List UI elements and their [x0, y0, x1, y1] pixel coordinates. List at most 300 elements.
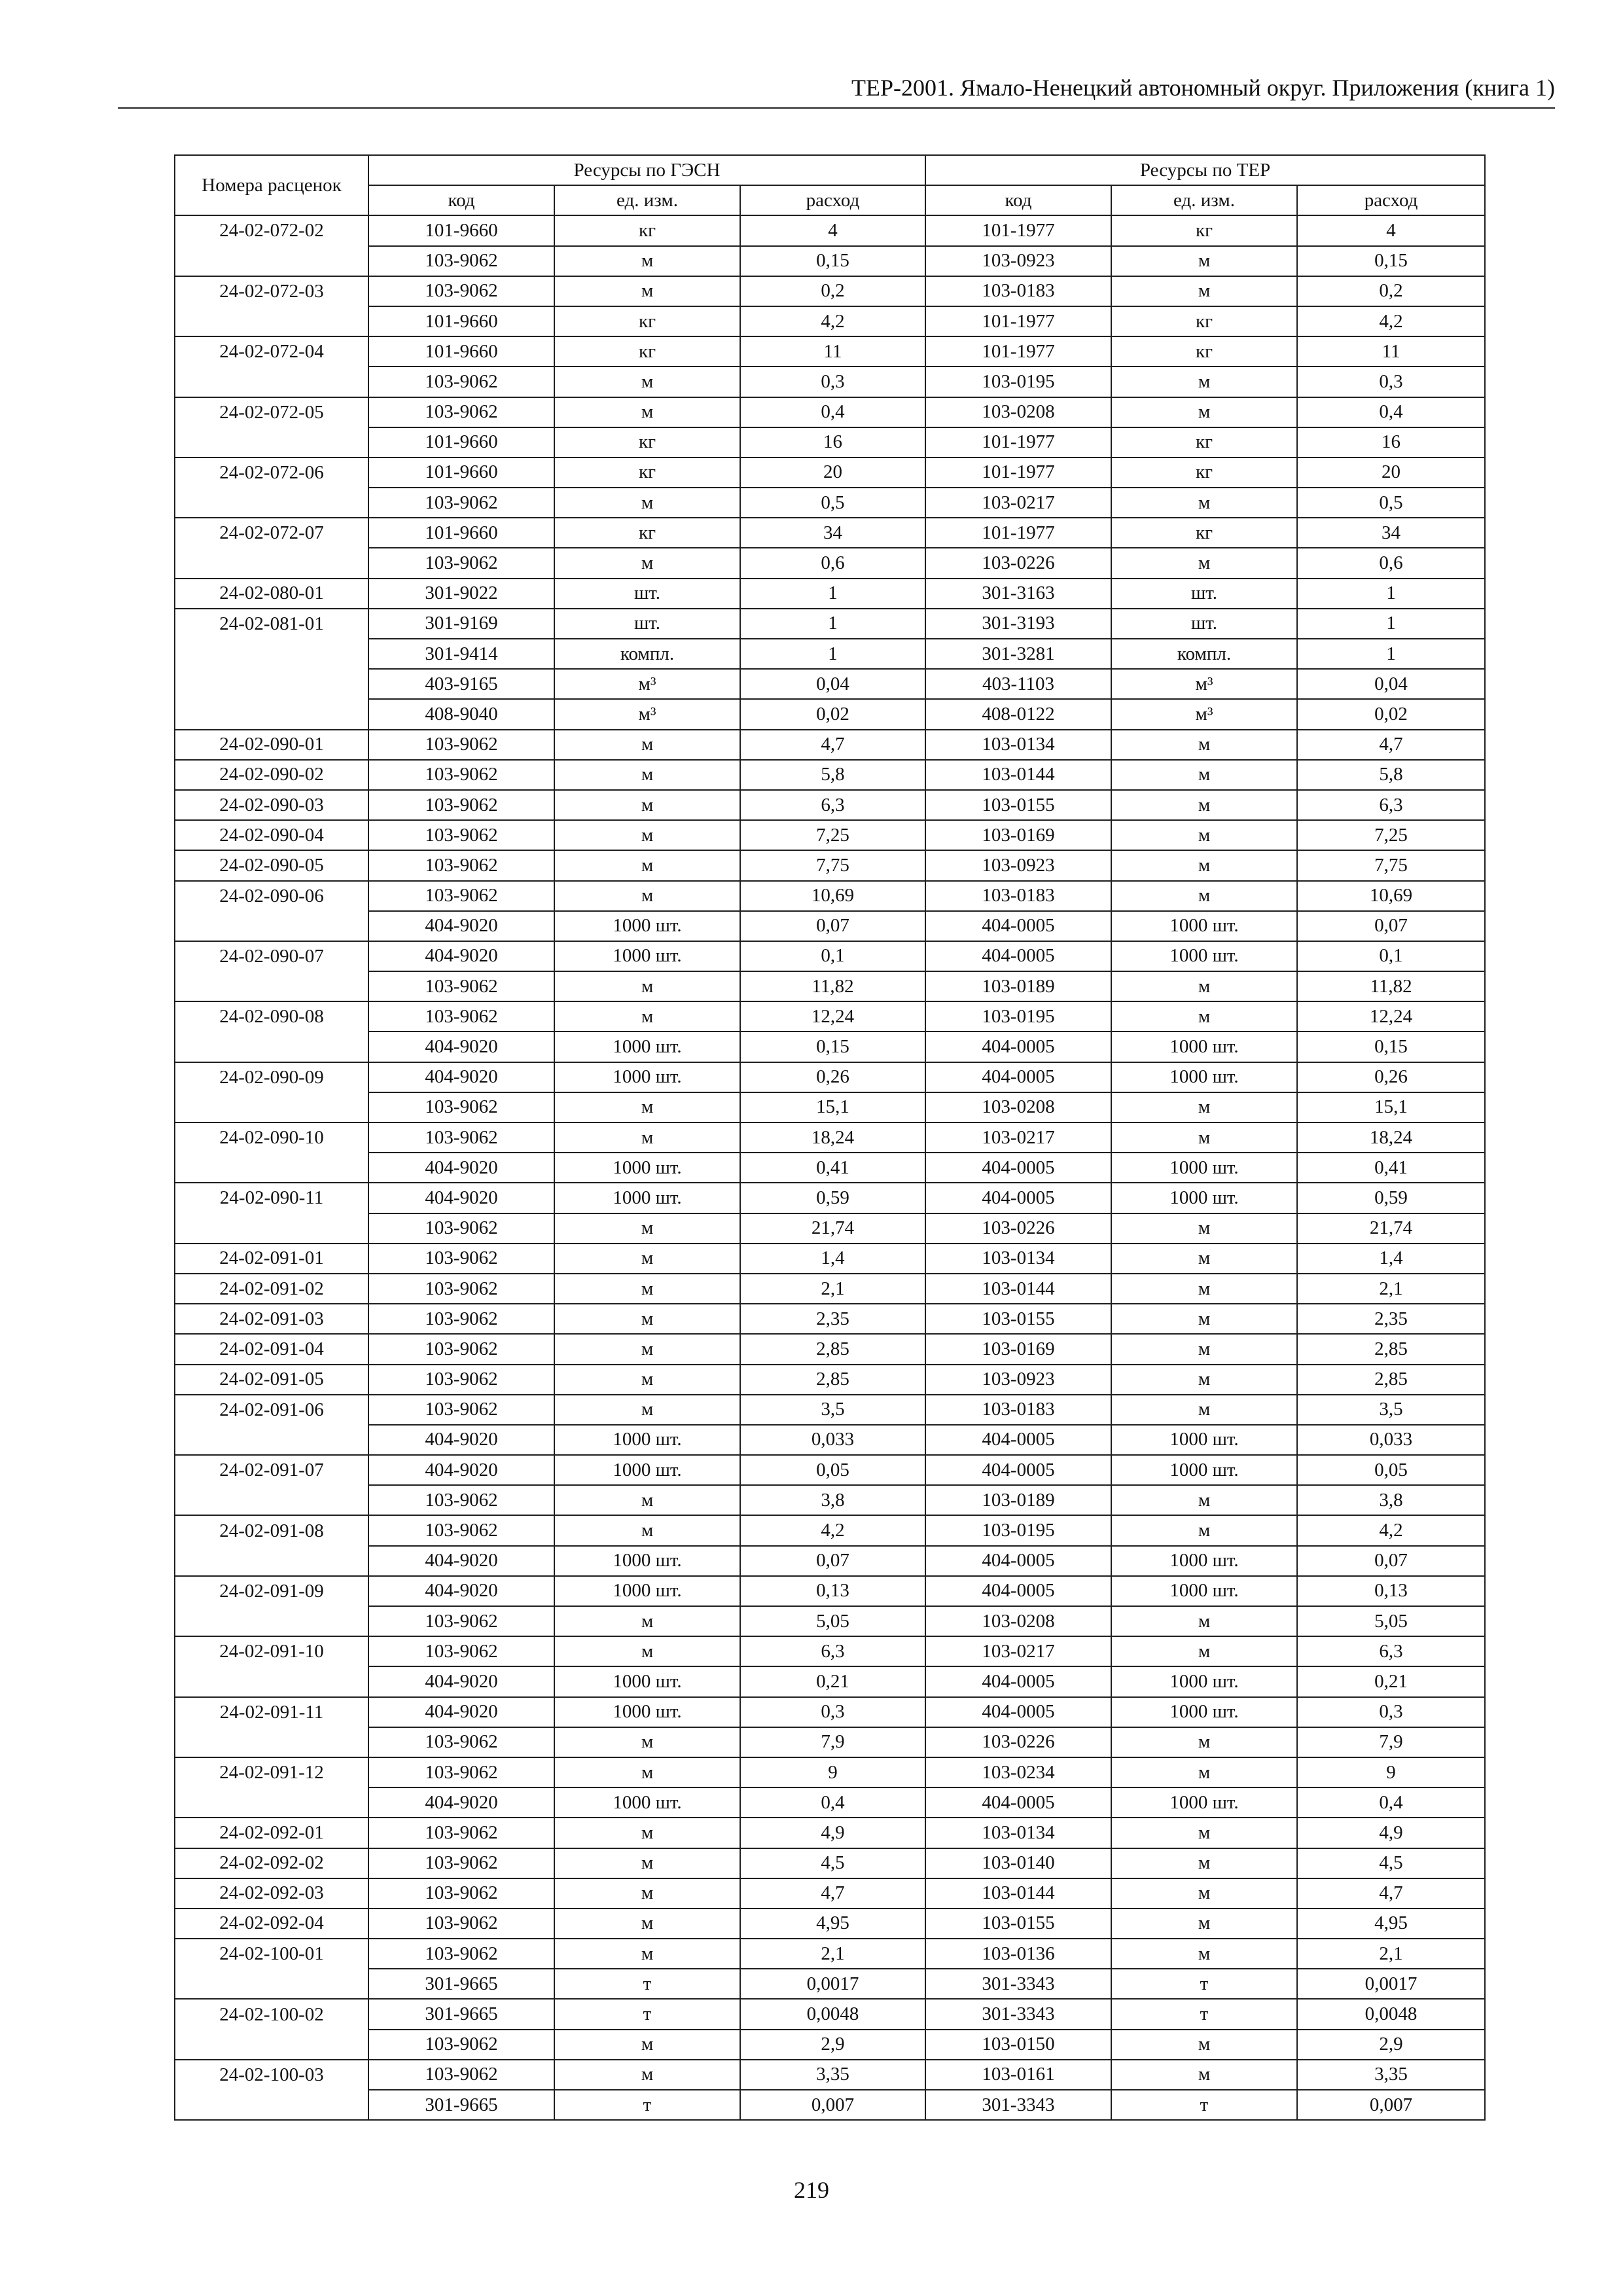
rate-number-cell	[175, 669, 368, 699]
ter-code-cell: 101-1977	[925, 518, 1111, 548]
table-row	[175, 1425, 1485, 1455]
gesn-amount-cell: 4,9	[740, 1818, 925, 1848]
gesn-amount-cell: 1	[740, 579, 925, 609]
gesn-code-cell: 301-9665	[368, 2090, 554, 2120]
gesn-unit-cell: т	[554, 2090, 740, 2120]
ter-amount-cell: 0,4	[1297, 397, 1485, 427]
ter-code-cell: 404-0005	[925, 1153, 1111, 1183]
rate-number-cell	[175, 1727, 368, 1757]
ter-code-cell: 103-0217	[925, 488, 1111, 518]
ter-unit-cell: 1000 шт.	[1111, 1666, 1297, 1696]
gesn-unit-cell: м	[554, 1395, 740, 1425]
resources-table	[174, 154, 1486, 2121]
table-row	[175, 457, 1485, 488]
gesn-code-cell: 103-9062	[368, 1757, 554, 1787]
rate-number-cell: 24-02-091-06	[175, 1395, 368, 1425]
gesn-code-cell: 404-9020	[368, 1153, 554, 1183]
table-row	[175, 397, 1485, 427]
ter-code-cell: 101-1977	[925, 306, 1111, 336]
gesn-unit-cell: кг	[554, 518, 740, 548]
gesn-amount-cell: 0,04	[740, 669, 925, 699]
rate-numbers-header: Номера расценок	[175, 155, 368, 215]
rate-number-cell	[175, 427, 368, 457]
ter-unit-cell: м	[1111, 1727, 1297, 1757]
gesn-unit-cell: м	[554, 1878, 740, 1909]
gesn-code-cell: 101-9660	[368, 518, 554, 548]
ter-unit-cell: м	[1111, 850, 1297, 880]
gesn-code-cell: 103-9062	[368, 1213, 554, 1244]
gesn-code-cell: 403-9165	[368, 669, 554, 699]
table-row	[175, 1939, 1485, 1969]
rate-number-cell	[175, 306, 368, 336]
running-header: ТЕР-2001. Ямало-Ненецкий автономный округ. Приложения (книга 1)	[118, 68, 1555, 109]
gesn-unit-cell: м	[554, 1909, 740, 1939]
rate-number-cell: 24-02-090-04	[175, 820, 368, 850]
ter-unit-cell: шт.	[1111, 579, 1297, 609]
ter-amount-cell: 2,85	[1297, 1334, 1485, 1364]
ter-code-cell: 103-0923	[925, 850, 1111, 880]
ter-unit-cell: м³	[1111, 669, 1297, 699]
gesn-code-cell: 103-9062	[368, 1878, 554, 1909]
rate-number-cell	[175, 1425, 368, 1455]
ter-amount-cell: 7,75	[1297, 850, 1485, 880]
gesn-code-cell: 404-9020	[368, 1062, 554, 1092]
gesn-unit-cell: кг	[554, 215, 740, 245]
ter-unit-cell: м	[1111, 397, 1297, 427]
ter-code-cell: 404-0005	[925, 1666, 1111, 1696]
table-row	[175, 1666, 1485, 1696]
ter-amount-cell: 18,24	[1297, 1122, 1485, 1153]
table-row	[175, 1757, 1485, 1787]
ter-code-cell: 101-1977	[925, 457, 1111, 488]
ter-amount-cell: 5,05	[1297, 1606, 1485, 1636]
rate-number-cell: 24-02-090-05	[175, 850, 368, 880]
gesn-unit-cell: кг	[554, 457, 740, 488]
ter-amount-cell: 1	[1297, 639, 1485, 669]
ter-amount-cell: 1	[1297, 579, 1485, 609]
table-row	[175, 2060, 1485, 2090]
gesn-code-cell: 103-9062	[368, 850, 554, 880]
ter-amount-cell: 11,82	[1297, 971, 1485, 1001]
ter-unit-cell: т	[1111, 1969, 1297, 1999]
page-number: 219	[794, 2177, 829, 2203]
ter-amount-cell: 9	[1297, 1757, 1485, 1787]
ter-unit-cell: кг	[1111, 518, 1297, 548]
table-row	[175, 276, 1485, 306]
gesn-code-cell: 101-9660	[368, 457, 554, 488]
ter-code-cell: 301-3193	[925, 609, 1111, 639]
ter-amount-cell: 0,6	[1297, 548, 1485, 578]
rate-number-cell	[175, 488, 368, 518]
gesn-code-cell: 103-9062	[368, 760, 554, 790]
ter-amount-cell: 0,033	[1297, 1425, 1485, 1455]
ter-amount-cell: 0,04	[1297, 669, 1485, 699]
gesn-unit-cell: м³	[554, 699, 740, 729]
gesn-unit-cell: кг	[554, 336, 740, 367]
ter-amount-cell: 0,26	[1297, 1062, 1485, 1092]
gesn-code-cell: 103-9062	[368, 1818, 554, 1848]
ter-amount-cell: 6,3	[1297, 1636, 1485, 1666]
ter-code-cell: 103-0208	[925, 1092, 1111, 1122]
ter-amount-cell: 0,0048	[1297, 1999, 1485, 2029]
ter-unit-cell: м	[1111, 1304, 1297, 1334]
ter-unit-cell: м	[1111, 488, 1297, 518]
gesn-amount-cell: 4,2	[740, 1515, 925, 1545]
gesn-resources-header: Ресурсы по ГЭСН	[368, 155, 925, 185]
rate-number-cell: 24-02-100-03	[175, 2060, 368, 2090]
ter-amount-cell: 5,8	[1297, 760, 1485, 790]
ter-code-cell: 404-0005	[925, 1425, 1111, 1455]
gesn-unit-cell: 1000 шт.	[554, 1697, 740, 1727]
ter-amount-cell: 21,74	[1297, 1213, 1485, 1244]
gesn-unit-cell: шт.	[554, 579, 740, 609]
ter-unit-cell: м	[1111, 1878, 1297, 1909]
table-row	[175, 1031, 1485, 1062]
rate-number-cell: 24-02-100-01	[175, 1939, 368, 1969]
table-row	[175, 941, 1485, 971]
ter-amount-cell: 0,15	[1297, 1031, 1485, 1062]
gesn-code-cell: 103-9062	[368, 1606, 554, 1636]
rate-number-cell: 24-02-090-01	[175, 730, 368, 760]
rate-number-cell: 24-02-091-01	[175, 1244, 368, 1274]
gesn-amount-cell: 0,41	[740, 1153, 925, 1183]
table-row	[175, 1274, 1485, 1304]
rate-number-cell: 24-02-091-03	[175, 1304, 368, 1334]
gesn-amount-cell: 2,9	[740, 2030, 925, 2060]
rate-number-cell: 24-02-091-02	[175, 1274, 368, 1304]
rate-number-cell: 24-02-072-02	[175, 215, 368, 245]
table-row	[175, 1636, 1485, 1666]
gesn-unit-cell: м	[554, 730, 740, 760]
gesn-code-header: код	[368, 185, 554, 215]
table-row	[175, 427, 1485, 457]
ter-amount-cell: 0,13	[1297, 1576, 1485, 1606]
gesn-amount-cell: 4,7	[740, 1878, 925, 1909]
table-row	[175, 1183, 1485, 1213]
ter-unit-cell: 1000 шт.	[1111, 1153, 1297, 1183]
ter-amount-cell: 0,4	[1297, 1787, 1485, 1818]
rate-number-cell: 24-02-072-05	[175, 397, 368, 427]
gesn-unit-cell: м	[554, 2060, 740, 2090]
ter-code-cell: 404-0005	[925, 1455, 1111, 1485]
ter-unit-cell: т	[1111, 2090, 1297, 2120]
ter-unit-cell: м	[1111, 1848, 1297, 1878]
ter-code-cell: 301-3343	[925, 1969, 1111, 1999]
gesn-amount-cell: 4,2	[740, 306, 925, 336]
table-row	[175, 488, 1485, 518]
rate-number-cell	[175, 1153, 368, 1183]
gesn-amount-cell: 1	[740, 639, 925, 669]
ter-code-cell: 103-0923	[925, 1365, 1111, 1395]
table-row	[175, 1122, 1485, 1153]
gesn-amount-cell: 18,24	[740, 1122, 925, 1153]
table-row	[175, 1546, 1485, 1576]
ter-code-cell: 103-0169	[925, 1334, 1111, 1364]
table-row	[175, 881, 1485, 911]
ter-amount-cell: 10,69	[1297, 881, 1485, 911]
gesn-code-cell: 301-9414	[368, 639, 554, 669]
ter-unit-cell: м	[1111, 246, 1297, 276]
gesn-unit-cell: м	[554, 276, 740, 306]
gesn-unit-cell: м	[554, 971, 740, 1001]
ter-code-cell: 103-0183	[925, 1395, 1111, 1425]
gesn-amount-cell: 6,3	[740, 790, 925, 820]
gesn-unit-cell: м	[554, 790, 740, 820]
table-row	[175, 1727, 1485, 1757]
ter-unit-cell: м	[1111, 971, 1297, 1001]
ter-amount-cell: 2,35	[1297, 1304, 1485, 1334]
ter-unit-cell: м	[1111, 1636, 1297, 1666]
table-row	[175, 1244, 1485, 1274]
ter-unit-cell: кг	[1111, 336, 1297, 367]
rate-number-cell: 24-02-091-04	[175, 1334, 368, 1364]
gesn-code-cell: 301-9022	[368, 579, 554, 609]
table-row	[175, 1485, 1485, 1515]
gesn-amount-cell: 0,15	[740, 246, 925, 276]
rate-number-cell: 24-02-081-01	[175, 609, 368, 639]
table-row	[175, 1365, 1485, 1395]
gesn-code-cell: 103-9062	[368, 1515, 554, 1545]
gesn-code-cell: 404-9020	[368, 1576, 554, 1606]
ter-unit-cell: м³	[1111, 699, 1297, 729]
gesn-code-cell: 404-9020	[368, 1455, 554, 1485]
gesn-code-cell: 404-9020	[368, 1666, 554, 1696]
table-row	[175, 1153, 1485, 1183]
gesn-amount-cell: 0,0017	[740, 1969, 925, 1999]
ter-code-cell: 403-1103	[925, 669, 1111, 699]
gesn-amount-cell: 0,26	[740, 1062, 925, 1092]
gesn-amount-cell: 4	[740, 215, 925, 245]
gesn-amount-cell: 0,21	[740, 1666, 925, 1696]
ter-code-cell: 103-0136	[925, 1939, 1111, 1969]
ter-unit-cell: 1000 шт.	[1111, 1455, 1297, 1485]
gesn-code-cell: 301-9665	[368, 1969, 554, 1999]
gesn-amount-cell: 0,05	[740, 1455, 925, 1485]
gesn-amount-cell: 34	[740, 518, 925, 548]
ter-unit-cell: м	[1111, 276, 1297, 306]
gesn-unit-cell: м³	[554, 669, 740, 699]
ter-code-cell: 103-0134	[925, 730, 1111, 760]
rate-number-cell: 24-02-091-05	[175, 1365, 368, 1395]
rate-number-cell: 24-02-090-06	[175, 881, 368, 911]
gesn-unit-cell: м	[554, 1515, 740, 1545]
gesn-unit-cell: м	[554, 1304, 740, 1334]
ter-code-cell: 103-0183	[925, 881, 1111, 911]
ter-code-cell: 404-0005	[925, 1576, 1111, 1606]
rate-number-cell: 24-02-092-04	[175, 1909, 368, 1939]
gesn-unit-cell: м	[554, 1606, 740, 1636]
gesn-code-cell: 103-9062	[368, 1304, 554, 1334]
ter-code-cell: 408-0122	[925, 699, 1111, 729]
ter-code-cell: 404-0005	[925, 1546, 1111, 1576]
gesn-amount-cell: 0,59	[740, 1183, 925, 1213]
table-row	[175, 760, 1485, 790]
ter-unit-cell: м	[1111, 367, 1297, 397]
ter-amount-cell: 11	[1297, 336, 1485, 367]
ter-code-cell: 103-0150	[925, 2030, 1111, 2060]
rate-number-cell: 24-02-090-08	[175, 1001, 368, 1031]
gesn-amount-cell: 0,0048	[740, 1999, 925, 2029]
ter-amount-cell: 4,2	[1297, 306, 1485, 336]
rate-number-cell	[175, 246, 368, 276]
ter-unit-cell: м	[1111, 1092, 1297, 1122]
ter-unit-cell: компл.	[1111, 639, 1297, 669]
ter-code-cell: 103-0183	[925, 276, 1111, 306]
gesn-amount-cell: 3,5	[740, 1395, 925, 1425]
ter-code-header: код	[925, 185, 1111, 215]
table-row	[175, 2090, 1485, 2120]
gesn-code-cell: 103-9062	[368, 397, 554, 427]
gesn-amount-cell: 4,5	[740, 1848, 925, 1878]
table-row	[175, 971, 1485, 1001]
ter-amount-cell: 4,5	[1297, 1848, 1485, 1878]
rate-number-cell	[175, 1666, 368, 1696]
gesn-code-cell: 103-9062	[368, 548, 554, 578]
gesn-unit-cell: 1000 шт.	[554, 941, 740, 971]
gesn-code-cell: 103-9062	[368, 790, 554, 820]
ter-unit-cell: м	[1111, 1515, 1297, 1545]
ter-unit-cell: м	[1111, 730, 1297, 760]
gesn-amount-cell: 0,033	[740, 1425, 925, 1455]
gesn-code-cell: 301-9169	[368, 609, 554, 639]
table-row	[175, 1576, 1485, 1606]
ter-amount-cell: 3,5	[1297, 1395, 1485, 1425]
gesn-unit-cell: 1000 шт.	[554, 911, 740, 941]
ter-code-cell: 103-0155	[925, 1304, 1111, 1334]
gesn-amount-cell: 7,25	[740, 820, 925, 850]
gesn-code-cell: 404-9020	[368, 911, 554, 941]
rate-number-cell: 24-02-072-04	[175, 336, 368, 367]
gesn-amount-cell: 0,2	[740, 276, 925, 306]
ter-amount-cell: 15,1	[1297, 1092, 1485, 1122]
gesn-unit-cell: 1000 шт.	[554, 1576, 740, 1606]
rate-number-cell	[175, 1092, 368, 1122]
ter-amount-cell: 12,24	[1297, 1001, 1485, 1031]
ter-amount-cell: 6,3	[1297, 790, 1485, 820]
table-row	[175, 850, 1485, 880]
ter-code-cell: 404-0005	[925, 941, 1111, 971]
table-row	[175, 306, 1485, 336]
ter-amount-cell: 7,25	[1297, 820, 1485, 850]
ter-unit-cell: м	[1111, 1909, 1297, 1939]
table-row	[175, 1334, 1485, 1364]
table-row	[175, 1909, 1485, 1939]
gesn-unit-cell: м	[554, 760, 740, 790]
ter-amount-cell: 0,007	[1297, 2090, 1485, 2120]
ter-unit-cell: м	[1111, 760, 1297, 790]
ter-unit-cell: м	[1111, 1213, 1297, 1244]
rate-number-cell	[175, 2090, 368, 2120]
gesn-amount-cell: 15,1	[740, 1092, 925, 1122]
gesn-amount-cell: 10,69	[740, 881, 925, 911]
gesn-unit-cell: м	[554, 1818, 740, 1848]
rate-number-cell: 24-02-091-11	[175, 1697, 368, 1727]
gesn-unit-cell: компл.	[554, 639, 740, 669]
ter-code-cell: 103-0226	[925, 1727, 1111, 1757]
ter-unit-cell: м	[1111, 1334, 1297, 1364]
gesn-unit-cell: м	[554, 820, 740, 850]
gesn-code-cell: 103-9062	[368, 1485, 554, 1515]
gesn-code-cell: 103-9062	[368, 1365, 554, 1395]
gesn-unit-cell: м	[554, 881, 740, 911]
rate-number-cell: 24-02-091-12	[175, 1757, 368, 1787]
rate-number-cell	[175, 639, 368, 669]
gesn-code-cell: 103-9062	[368, 1848, 554, 1878]
gesn-amount-cell: 0,007	[740, 2090, 925, 2120]
table-row	[175, 790, 1485, 820]
ter-code-cell: 103-0155	[925, 1909, 1111, 1939]
table-row	[175, 1818, 1485, 1848]
ter-amount-cell: 0,0017	[1297, 1969, 1485, 1999]
gesn-amount-cell: 0,02	[740, 699, 925, 729]
ter-unit-cell: м	[1111, 1757, 1297, 1787]
ter-amount-cell: 7,9	[1297, 1727, 1485, 1757]
ter-unit-cell: 1000 шт.	[1111, 911, 1297, 941]
gesn-amount-cell: 11,82	[740, 971, 925, 1001]
gesn-code-cell: 101-9660	[368, 306, 554, 336]
rate-number-cell: 24-02-090-09	[175, 1062, 368, 1092]
ter-code-cell: 103-0226	[925, 548, 1111, 578]
gesn-amount-cell: 6,3	[740, 1636, 925, 1666]
ter-code-cell: 103-0208	[925, 1606, 1111, 1636]
gesn-code-cell: 103-9062	[368, 820, 554, 850]
gesn-amount-cell: 0,6	[740, 548, 925, 578]
ter-amount-cell: 0,5	[1297, 488, 1485, 518]
ter-unit-cell: т	[1111, 1999, 1297, 2029]
gesn-code-cell: 103-9062	[368, 730, 554, 760]
table-row	[175, 699, 1485, 729]
ter-code-cell: 103-0923	[925, 246, 1111, 276]
ter-unit-cell: 1000 шт.	[1111, 1697, 1297, 1727]
rate-number-cell: 24-02-091-07	[175, 1455, 368, 1485]
gesn-unit-cell: м	[554, 1213, 740, 1244]
gesn-amount-cell: 2,1	[740, 1939, 925, 1969]
ter-amount-cell: 4,9	[1297, 1818, 1485, 1848]
table-row	[175, 1515, 1485, 1545]
gesn-unit-cell: м	[554, 367, 740, 397]
gesn-code-cell: 103-9062	[368, 1727, 554, 1757]
rate-number-cell	[175, 548, 368, 578]
ter-unit-cell: м	[1111, 881, 1297, 911]
table-body	[175, 215, 1485, 2120]
gesn-unit-cell: м	[554, 1122, 740, 1153]
rate-number-cell	[175, 971, 368, 1001]
rate-number-cell: 24-02-080-01	[175, 579, 368, 609]
gesn-unit-cell: 1000 шт.	[554, 1787, 740, 1818]
gesn-unit-cell: м	[554, 1334, 740, 1364]
gesn-code-cell: 103-9062	[368, 1244, 554, 1274]
gesn-unit-cell: кг	[554, 427, 740, 457]
gesn-code-cell: 301-9665	[368, 1999, 554, 2029]
table-row	[175, 639, 1485, 669]
gesn-code-cell: 404-9020	[368, 1031, 554, 1062]
gesn-unit-cell: м	[554, 548, 740, 578]
ter-unit-cell: м	[1111, 2030, 1297, 2060]
gesn-unit-cell: 1000 шт.	[554, 1031, 740, 1062]
gesn-code-cell: 103-9062	[368, 1939, 554, 1969]
gesn-code-cell: 103-9062	[368, 1636, 554, 1666]
gesn-amount-cell: 2,1	[740, 1274, 925, 1304]
gesn-code-cell: 404-9020	[368, 941, 554, 971]
ter-amount-cell: 0,41	[1297, 1153, 1485, 1183]
gesn-amount-cell: 4,7	[740, 730, 925, 760]
table-row	[175, 1697, 1485, 1727]
gesn-unit-cell: 1000 шт.	[554, 1153, 740, 1183]
table-row	[175, 579, 1485, 609]
ter-unit-cell: м	[1111, 548, 1297, 578]
table-row	[175, 1062, 1485, 1092]
gesn-amount-cell: 5,05	[740, 1606, 925, 1636]
